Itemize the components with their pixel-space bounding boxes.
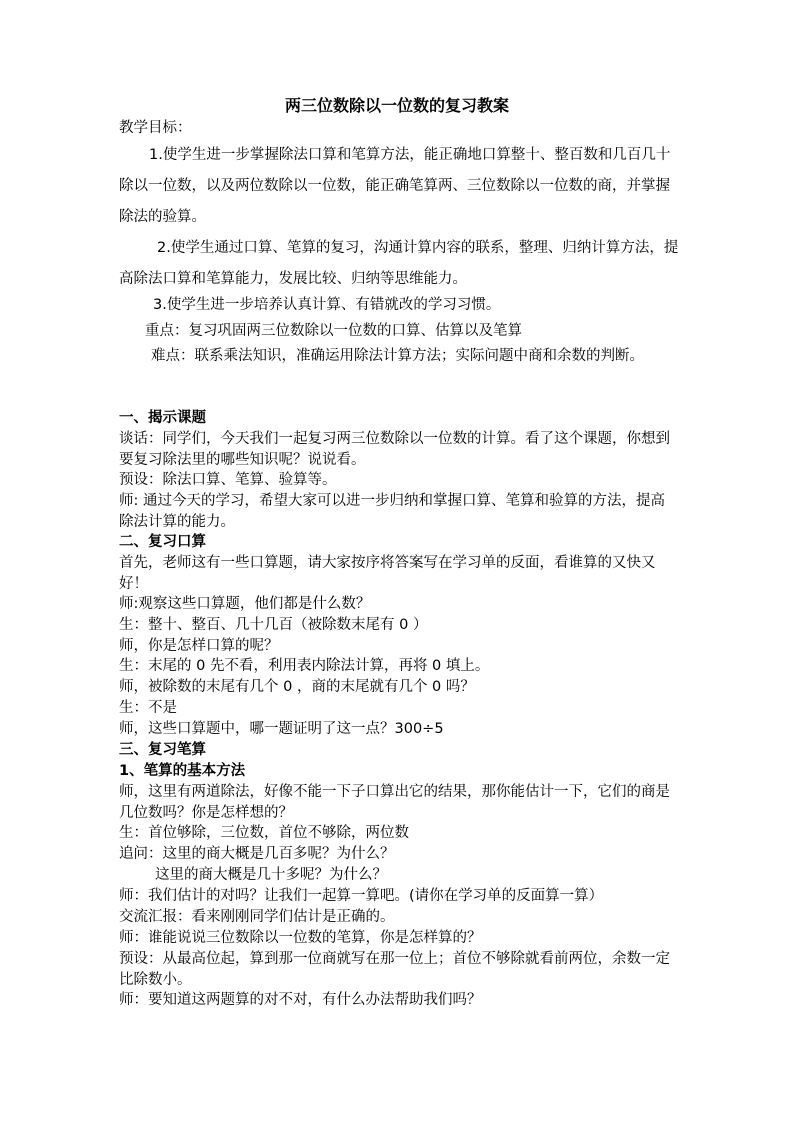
section-2-paragraph: 生：整十、整百、几十几百（被除数末尾有 0 ） — [119, 617, 428, 633]
section-3-heading: 三、复习笔算 — [119, 742, 206, 758]
section-2-paragraph: 师，你是怎样口算的呢？ — [119, 638, 279, 654]
section-2-paragraph: 生：末尾的 0 先不看，利用表内除法计算，再将 0 填上。 — [119, 658, 490, 674]
section-3-paragraph: 这里的商大概是几十多呢？为什么？ — [155, 867, 387, 883]
section-3-paragraph: 交流汇报：看来刚刚同学们估计是正确的。 — [119, 909, 395, 925]
section-3-paragraph: 师：我们估计的对吗？让我们一起算一算吧。(请你在学习单的反面算一算） — [119, 888, 604, 904]
section-1-paragraph: 预设：除法口算、笔算、验算等。 — [119, 472, 337, 488]
section-1-heading: 一、揭示课题 — [119, 410, 206, 426]
section-2-paragraph: 师:观察这些口算题，他们都是什么数？ — [119, 596, 371, 612]
key-point: 重点：复习巩固两三位数除以一位数的口算、估算以及笔算 — [145, 323, 522, 339]
objective-label: 教学目标： — [119, 120, 192, 136]
section-2-heading: 二、复习口算 — [119, 534, 206, 550]
section-2-paragraph: 生：不是 — [119, 700, 177, 716]
section-2-paragraph: 师，被除数的末尾有几个 0 ，商的末尾就有几个 0 吗？ — [119, 679, 475, 695]
goal-2: 2.使学生通过口算、笔算的复习，沟通计算内容的联系，整理、归纳计算方法，提高除法口算和笔算能力，发展比较、归纳等思维能力。 — [119, 240, 679, 287]
section-3-paragraph: 师，这里有两道除法，好像不能一下子口算出它的结果，那你能估计一下，它们的商是几位数吗？你是怎样想的？ — [119, 784, 670, 821]
section-3-paragraph: 师：要知道这两题算的对不对，有什么办法帮助我们吗？ — [119, 992, 482, 1008]
section-3-paragraph: 生：首位够除，三位数，首位不够除，两位数 — [119, 825, 409, 841]
difficulty: 难点：联系乘法知识，准确运用除法计算方法；实际问题中商和余数的判断。 — [151, 348, 644, 364]
document-title: 两三位数除以一位数的复习教案 — [284, 96, 509, 115]
section-3-paragraph: 预设：从最高位起，算到那一位商就写在那一位上；首位不够除就看前两位，余数一定比除数小。 — [119, 951, 670, 988]
goal-1: 1.使学生进一步掌握除法口算和笔算方法，能正确地口算整十、整百数和几百几十除以一位数，以及两位数除以一位数，能正确笔算两、三位数除以一位数的商，并掌握除法的验算。 — [119, 147, 671, 225]
section-1-paragraph: 师: 通过今天的学习，希望大家可以进一步归纳和掌握口算、笔算和验算的方法，提高除法计算的能力。 — [119, 493, 665, 530]
section-2-paragraph: 师，这些口算题中，哪一题证明了这一点？300÷5 — [119, 721, 444, 737]
section-1-paragraph: 谈话：同学们，今天我们一起复习两三位数除以一位数的计算。看了这个课题，你想到要复习除法里的哪些知识呢？说说看。 — [119, 431, 670, 468]
goal-3: 3.使学生进一步培养认真计算、有错就改的学习习惯。 — [153, 297, 501, 313]
section-2-paragraph: 首先，老师这有一些口算题，请大家按序将答案写在学习单的反面，看谁算的又快又好！ — [119, 555, 656, 592]
section-3-subheading: 1、笔算的基本方法 — [119, 763, 246, 779]
section-3-paragraph: 师：谁能说说三位数除以一位数的笔算，你是怎样算的？ — [119, 930, 482, 946]
section-3-paragraph: 追问：这里的商大概是几百多呢？为什么？ — [119, 846, 395, 862]
